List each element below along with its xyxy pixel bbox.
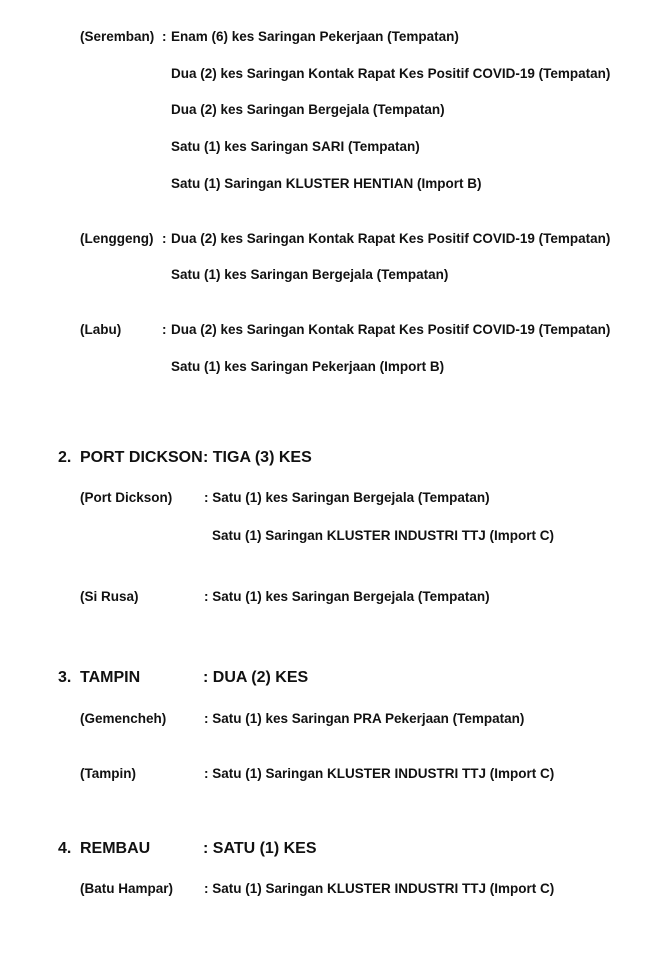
case-line: Dua (2) kes Saringan Kontak Rapat Kes Positif COVID-19 (Tempatan) <box>171 322 611 337</box>
district-name: PORT DICKSON <box>80 449 203 466</box>
district-total: : DUA (2) KES <box>203 669 309 686</box>
case-line: Dua (2) kes Saringan Kontak Rapat Kes Positif COVID-19 (Tempatan) <box>171 66 611 81</box>
area-label-labu: (Labu) <box>80 322 122 337</box>
case-line: Satu (1) kes Saringan Bergejala (Tempatan) <box>171 267 449 282</box>
case-line: Satu (1) Saringan KLUSTER INDUSTRI TTJ (Import C) <box>212 528 555 543</box>
area-label-tampin: (Tampin) <box>80 766 136 781</box>
area-separator: : <box>162 29 167 44</box>
case-line: : Satu (1) kes Saringan PRA Pekerjaan (Tempatan) <box>204 711 525 726</box>
case-line: Dua (2) kes Saringan Kontak Rapat Kes Positif COVID-19 (Tempatan) <box>171 231 611 246</box>
district-total: : SATU (1) KES <box>203 840 317 857</box>
case-line: Satu (1) kes Saringan SARI (Tempatan) <box>171 139 420 154</box>
case-line: Dua (2) kes Saringan Bergejala (Tempatan) <box>171 102 445 117</box>
district-total: : TIGA (3) KES <box>203 449 312 466</box>
case-line: : Satu (1) Saringan KLUSTER INDUSTRI TTJ (Import C) <box>204 766 555 781</box>
area-label-seremban: (Seremban) <box>80 29 155 44</box>
district-name: TAMPIN <box>80 669 141 686</box>
area-separator: : <box>162 231 167 246</box>
district-number: 2. <box>58 449 72 466</box>
area-label-lenggeng: (Lenggeng) <box>80 231 154 246</box>
case-line: Satu (1) kes Saringan Pekerjaan (Import B) <box>171 359 445 374</box>
district-number: 4. <box>58 840 72 857</box>
case-line: Enam (6) kes Saringan Pekerjaan (Tempatan) <box>171 29 459 44</box>
case-line: Satu (1) Saringan KLUSTER HENTIAN (Import B) <box>171 176 482 191</box>
case-line: : Satu (1) Saringan KLUSTER INDUSTRI TTJ (Import C) <box>204 881 555 896</box>
district-number: 3. <box>58 669 72 686</box>
area-label-batu-hampar: (Batu Hampar) <box>80 881 174 896</box>
area-label-si-rusa: (Si Rusa) <box>80 589 139 604</box>
case-line: : Satu (1) kes Saringan Bergejala (Tempatan) <box>204 490 490 505</box>
area-label-port-dickson: (Port Dickson) <box>80 490 173 505</box>
area-label-gemencheh: (Gemencheh) <box>80 711 167 726</box>
district-name: REMBAU <box>80 840 151 857</box>
area-separator: : <box>162 322 167 337</box>
case-line: : Satu (1) kes Saringan Bergejala (Tempatan) <box>204 589 490 604</box>
